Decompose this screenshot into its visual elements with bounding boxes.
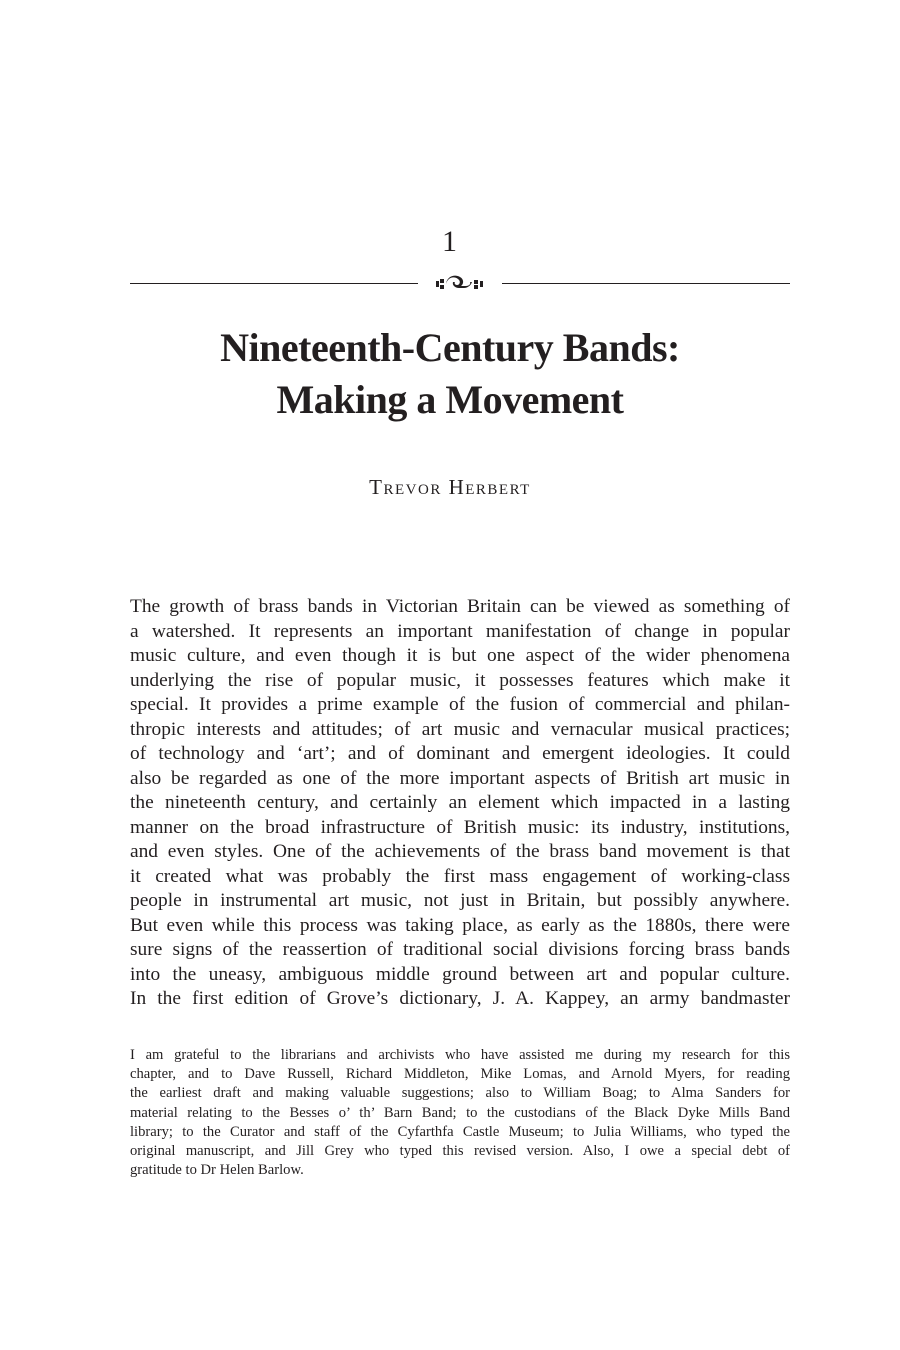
footnote-line: chapter, and to Dave Russell, Richard Middleton, Mike Lomas, and Arnold Myers, for reading [130, 1066, 790, 1083]
body-line: and even styles. One of the achievements of the brass band movement is that [130, 841, 790, 862]
body-line: The growth of brass bands in Victorian Britain can be viewed as something of [130, 596, 790, 617]
chapter-title-line-1: Nineteenth-Century Bands: [220, 325, 680, 370]
chapter-title-line-2: Making a Movement [276, 377, 624, 422]
body-line: people in instrumental art music, not just in Britain, but possibly anywhere. [130, 890, 790, 911]
footnote-line: original manuscript, and Jill Grey who typed this revised version. Also, I owe a special debt of [130, 1143, 790, 1160]
chapter-title [0, 322, 900, 426]
footnote-line: library; to the Curator and staff of the Cyfarthfa Castle Museum; to Julia Williams, who typed the [130, 1123, 790, 1140]
chapter-ornament-rule [130, 272, 790, 296]
footnote [130, 1046, 790, 1180]
body-line: of technology and ‘art’; and of dominant and emergent ideologies. It could [130, 743, 790, 764]
chapter-number: 1 [442, 225, 458, 258]
left-rule [130, 283, 418, 284]
footnote-line: material relating to the Besses o’ th’ Barn Band; to the custodians of the Black Dyke Mills Band [130, 1104, 790, 1121]
body-line: underlying the rise of popular music, it possesses features which make it [130, 669, 790, 691]
fleuron-ornament-icon [436, 274, 484, 294]
body-paragraph [130, 595, 790, 1012]
footnote-line: the earliest draft and making valuable suggestions; also to William Boag; to Alma Sanders for [130, 1085, 790, 1102]
body-line: a watershed. It represents an important manifestation of change in popular [130, 620, 790, 642]
footnote-line: gratitude to Dr Helen Barlow. [130, 1162, 304, 1179]
body-line: special. It provides a prime example of the fusion of commercial and philan- [130, 694, 790, 715]
body-line: music culture, and even though it is but one aspect of the wider phenomena [130, 645, 790, 666]
body-line: But even while this process was taking place, as early as the 1880s, there were [130, 914, 790, 936]
body-line: it created what was probably the first mass engagement of working-class [130, 865, 790, 887]
chapter-author: Trevor Herbert [369, 475, 531, 499]
body-line: In the first edition of Grove’s dictionary, J. A. Kappey, an army bandmaster [130, 988, 790, 1009]
footnote-line: I am grateful to the librarians and archivists who have assisted me during my research for this [130, 1047, 790, 1063]
body-line: manner on the broad infrastructure of British music: its industry, institutions, [130, 816, 790, 838]
right-rule [502, 283, 790, 284]
body-line: sure signs of the reassertion of traditional social divisions forcing brass bands [130, 939, 790, 960]
body-line: thropic interests and attitudes; of art music and vernacular musical practices; [130, 718, 790, 740]
body-line: into the uneasy, ambiguous middle ground between art and popular culture. [130, 963, 790, 985]
body-line: also be regarded as one of the more important aspects of British art music in [130, 767, 790, 789]
body-line: the nineteenth century, and certainly an element which impacted in a lasting [130, 792, 790, 813]
